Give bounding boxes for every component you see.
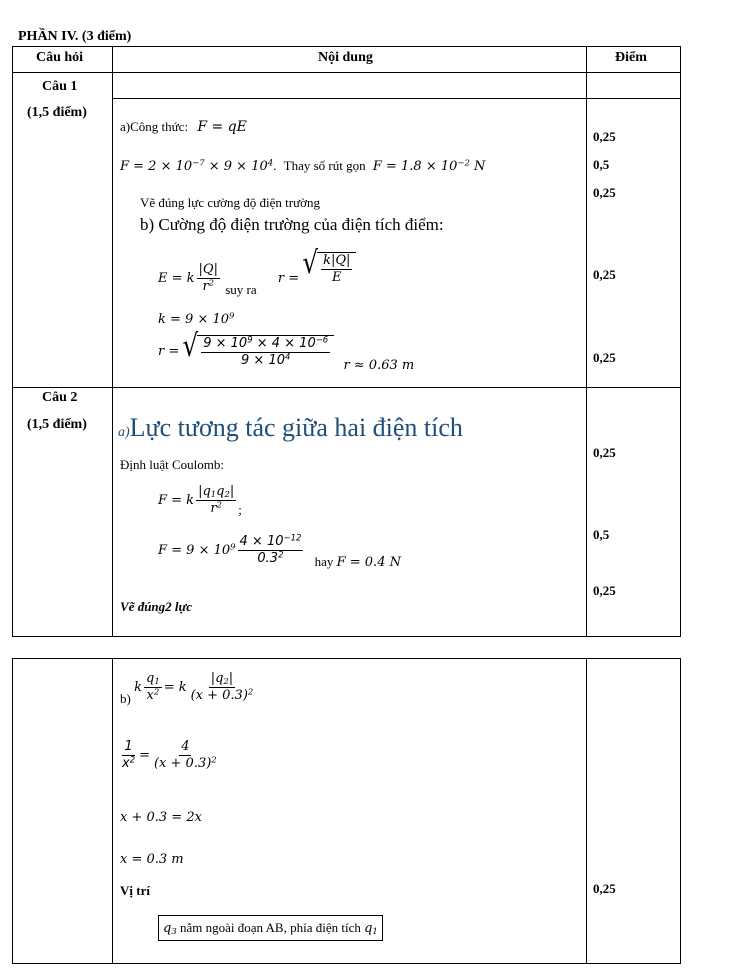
header-score: Điểm [615, 50, 647, 65]
cau1-score-4: 0,25 [593, 267, 616, 282]
part-b-score: 0,25 [593, 881, 616, 896]
cau2-score-2: 0,5 [593, 527, 610, 542]
cau1-score-3: 0,25 [593, 185, 616, 200]
cau1-score-2: 0,5 [593, 157, 610, 172]
box-text: nằm ngoài đoạn AB, phía điện tích [179, 920, 361, 935]
cau2-label: Câu 2 [42, 390, 78, 405]
cau1-b-heading: b) Cường độ điện trường của điện tích điểm: [140, 215, 444, 234]
cau1-draw-text: Vẽ đúng lực cường độ điện trường [140, 195, 321, 210]
part-b-prefix: b) [120, 690, 131, 706]
cau2-coulomb: Định luật Coulomb: [120, 457, 224, 472]
header-question: Câu hỏi [36, 50, 84, 65]
section-title: PHẦN IV. (3 điểm) [18, 29, 132, 44]
header-content: Nội dung [318, 50, 373, 65]
answer-box: $q_3$ nằm ngoài đoạn AB, phía điện tích $q_1$ [158, 915, 383, 941]
cau1-a-line [120, 120, 247, 134]
cau2-a-heading-line [118, 415, 463, 441]
cau2-points: (1,5 điểm) [27, 417, 87, 432]
cau1-score-1: 0,25 [593, 129, 616, 144]
cau1-label: Câu 1 [42, 79, 78, 94]
cau2-hay: hay [314, 553, 334, 569]
suy-ra-text: suy ra [225, 281, 257, 297]
formula-result-f: $F = 1.8 \times 10^{-2}$ N [372, 157, 486, 174]
cau1-sub-text: Thay số rút gọn [283, 158, 366, 173]
formula-r-value: r = √ $\frac{9 \times 10^9 \times 4 \times 10^{-6}}{9 \times 10^4}$ r ≈ 0.63 m [158, 327, 415, 373]
formula-e-kq: E = k $\frac{|Q|}{r^2}$ suy ra r = √ $\frac{k|Q|}{E}$ [158, 262, 356, 296]
formula-ratio: $\frac{1}{x^2}$ = $\frac{4}{(x + 0.3)^2}$ [122, 739, 217, 772]
cau1-points: (1,5 điểm) [27, 105, 87, 120]
formula-coulomb: F = k $\frac{|q_1q_2|}{r^2}$ ; [158, 484, 242, 517]
cau2-a-heading: Lực tương tác giữa hai điện tích [129, 413, 463, 442]
formula-k-value: $k = 9 \times 10^9$ [158, 310, 235, 327]
formula-substitution: $F = 2 \times 10^{-7} \times 9 \times 10^4$ [120, 157, 274, 174]
formula-f-qe: F = qE [197, 119, 247, 135]
cau2-score-3: 0,25 [593, 583, 616, 598]
cau2-score-1: 0,25 [593, 445, 616, 460]
cau2-draw: Vẽ đúng2 lực [120, 599, 193, 614]
formula-x-result: x = 0.3 m [120, 852, 184, 867]
formula-coulomb-numeric: $F = 9 \times 10^9$ $\frac{4 \times 10^{-12}}{0.3^2}$ hay F = 0.4 N [158, 532, 401, 570]
formula-equal-forces: b) k $\frac{q_1}{x^2}$ = k $\frac{|q_2|}{(x + 0.3)^2}$ [120, 671, 254, 706]
part-b-vitri: Vị trí [120, 883, 150, 898]
formula-x-linear: x + 0.3 = 2x [120, 810, 202, 825]
cau1-sub-line: $F = 2 \times 10^{-7} \times 9 \times 10^4$. Thay số rút gọn $F = 1.8 \times 10^{-2}$ N [120, 157, 486, 174]
cau1-score-5: 0,25 [593, 350, 616, 365]
cau2-a-prefix: a) [118, 425, 130, 440]
cau1-a-text: a)Công thức: [120, 119, 189, 134]
